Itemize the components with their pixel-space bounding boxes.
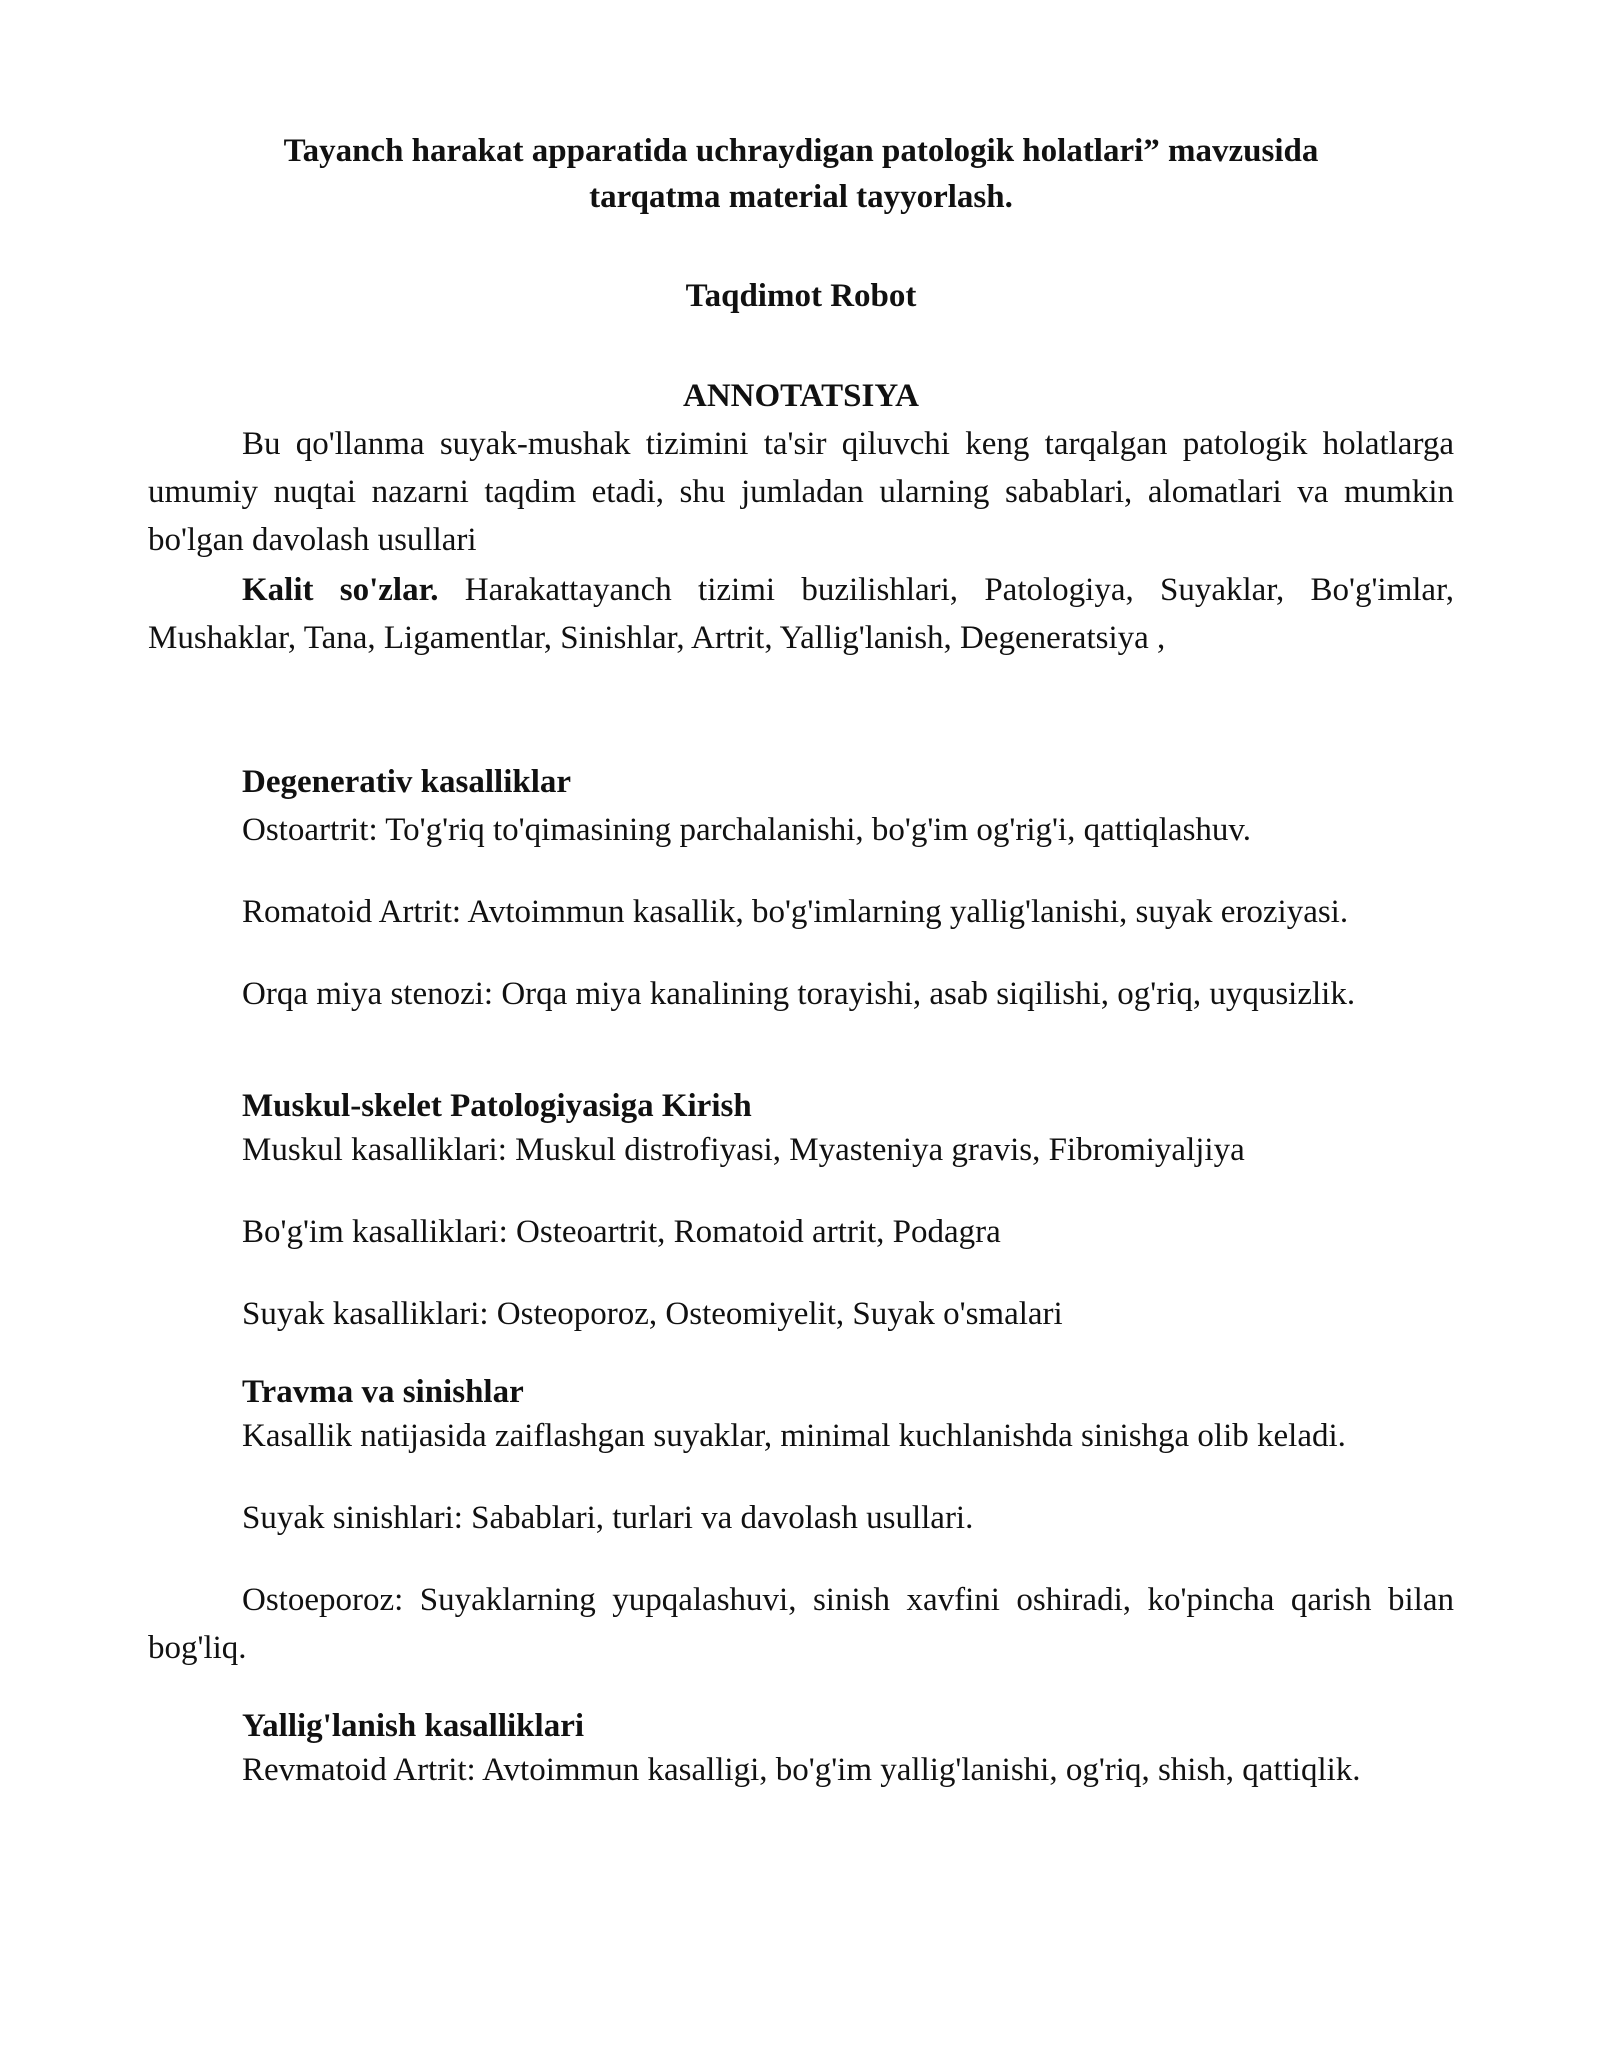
annotation-text: Bu qo'llanma suyak-mushak tizimini ta'sir qiluvchi keng tarqalgan patologik holatlarga umumiy nuqtai nazarni taqdim etadi, shu jumladan ularning sabablari, alomatlari va mumkin bo'lgan davolash usullari — [148, 426, 1454, 558]
keywords-text: Harakattayanch tizimi buzilishlari, Patologiya, Suyaklar, Bo'g'imlar, Mushaklar, Tana, Ligamentlar, Sinishlar, Artrit, Yallig'lanish, Degeneratsiya , — [148, 572, 1454, 656]
keywords-paragraph — [148, 566, 1454, 662]
section-item: Orqa miya stenozi: Orqa miya kanalining torayishi, asab siqilishi, og'riq, uyqusizlik. — [242, 976, 1356, 1012]
section-musculoskeletal-intro — [148, 1086, 1454, 1338]
section-item: Ostoartrit: To'g'riq to'qimasining parchalanishi, bo'g'im og'rig'i, qattiqlashuv. — [242, 812, 1252, 848]
spacer — [148, 1460, 1454, 1494]
section-heading: Muskul-skelet Patologiyasiga Kirish — [242, 1088, 752, 1124]
spacer — [148, 1338, 1454, 1372]
spacer — [148, 1018, 1454, 1086]
section-item: Ostoeporoz: Suyaklarning yupqalashuvi, sinish xavfini oshiradi, ko'pincha qarish bilan bog'liq. — [148, 1582, 1454, 1666]
section-item: Bo'g'im kasalliklari: Osteoartrit, Romatoid artrit, Podagra — [242, 1214, 1001, 1250]
spacer — [148, 854, 1454, 888]
section-heading: Degenerativ kasalliklar — [242, 764, 572, 800]
spacer — [148, 1672, 1454, 1706]
section-item: Suyak kasalliklari: Osteoporoz, Osteomiyelit, Suyak o'smalari — [242, 1296, 1063, 1332]
section-item: Revmatoid Artrit: Avtoimmun kasalligi, bo'g'im yallig'lanishi, og'riq, shish, qattiqlik. — [242, 1752, 1361, 1788]
title-line-1: Tayanch harakat apparatida uchraydigan patologik holatlari” mavzusida — [283, 133, 1319, 169]
section-degenerative — [148, 758, 1454, 1018]
section-trauma-fractures — [148, 1372, 1454, 1672]
spacer — [148, 1256, 1454, 1290]
section-inflammatory — [148, 1706, 1454, 1794]
section-heading: Yallig'lanish kasalliklari — [242, 1708, 585, 1744]
section-item: Suyak sinishlari: Sabablari, turlari va davolash usullari. — [242, 1500, 974, 1536]
spacer — [148, 936, 1454, 970]
spacer — [148, 662, 1454, 758]
section-item: Muskul kasalliklari: Muskul distrofiyasi, Myasteniya gravis, Fibromiyaljiya — [242, 1132, 1245, 1168]
author-name: Taqdimot Robot — [685, 278, 917, 314]
annotation-heading: ANNOTATSIYA — [683, 378, 919, 414]
keywords-label: Kalit so'zlar. — [242, 572, 439, 608]
section-heading: Travma va sinishlar — [242, 1374, 524, 1410]
section-item: Kasallik natijasida zaiflashgan suyaklar, minimal kuchlanishda sinishga olib keladi. — [242, 1418, 1346, 1454]
document-body — [148, 128, 1454, 1794]
section-item: Romatoid Artrit: Avtoimmun kasallik, bo'g'imlarning yallig'lanishi, suyak eroziyasi. — [242, 894, 1349, 930]
title-line-2: tarqatma material tayyorlash. — [589, 179, 1013, 215]
document-title — [148, 128, 1454, 220]
spacer — [148, 1174, 1454, 1208]
spacer — [148, 1542, 1454, 1576]
